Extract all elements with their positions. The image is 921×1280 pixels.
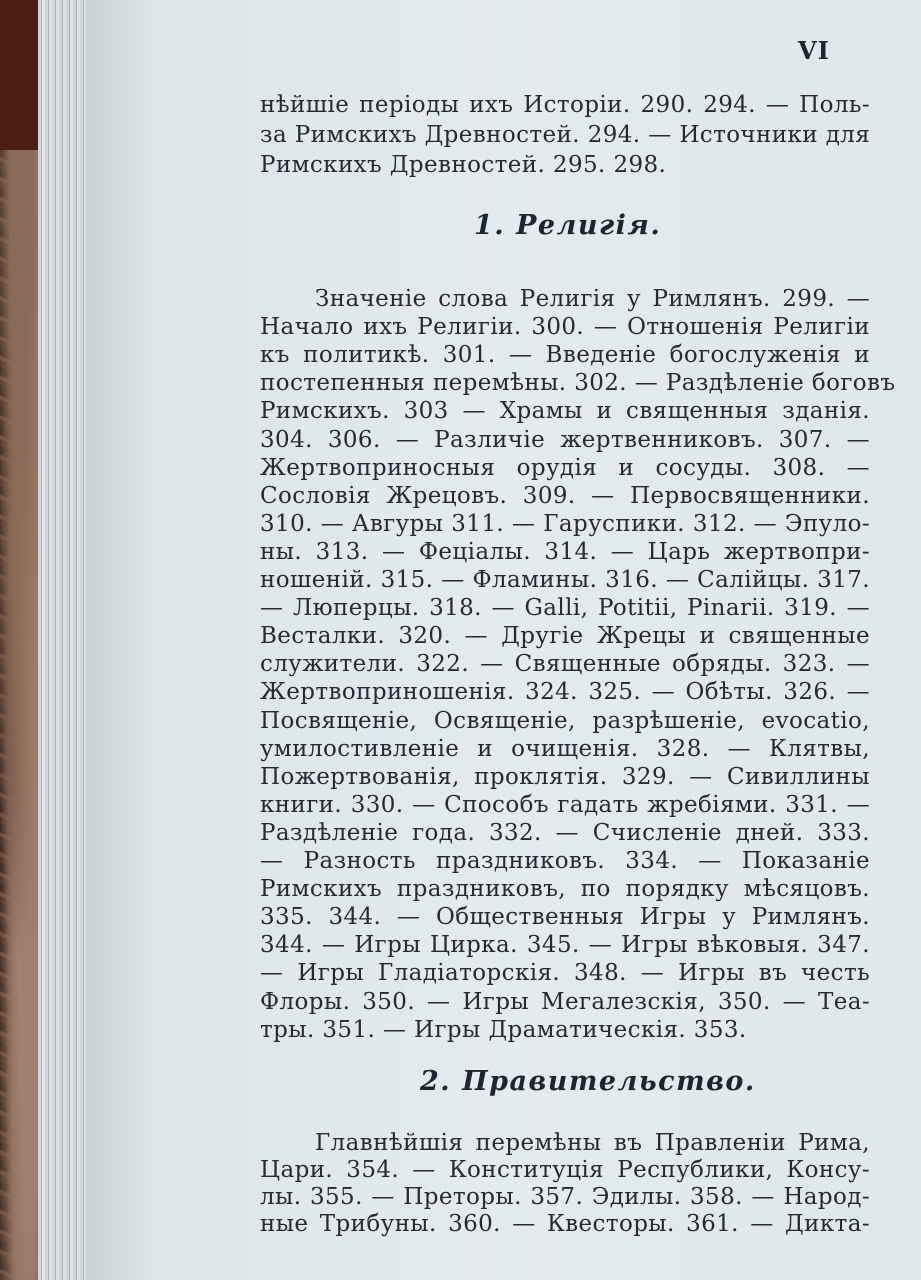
text-line: Весталки. 320. — Другіе Жрецы и священные <box>260 623 870 650</box>
text-line: къ политикѣ. 301. — Введеніе богослуженія и <box>260 342 870 369</box>
text-line: Главнѣйшія перемѣны въ Правленіи Рима, <box>315 1130 870 1156</box>
text-line: Жертвоприношенія. 324. 325. — Обѣты. 326. — <box>260 679 870 706</box>
text-line: 344. — Игры Цирка. 345. — Игры вѣковыя. 347. <box>260 932 870 959</box>
text-line: Жертвоприносныя орудія и сосуды. 308. — <box>260 454 870 481</box>
text-line: нѣйшіе періоды ихъ Исторіи. 290. 294. — Поль- <box>260 92 870 118</box>
section-heading-government: 2. Правительство. <box>420 1066 756 1097</box>
text-line: Флоры. 350. — Игры Мегалезскія, 350. — Теа- <box>260 988 870 1015</box>
page-number: VI <box>798 36 830 65</box>
text-line: 310. — Авгуры 311. — Гаруспики. 312. — Эпуло- <box>260 510 870 537</box>
text-line: Посвященіе, Освященіе, разрѣшеніе, evocatio, <box>260 707 870 734</box>
text-line: Раздѣленіе года. 332. — Счисленіе дней. 333. <box>260 819 870 846</box>
text-line: умилостивленіе и очищенія. 328. — Клятвы, <box>260 735 870 762</box>
text-line: 304. 306. — Различіе жертвенниковъ. 307. — <box>260 426 870 453</box>
text-line: Сословія Жрецовъ. 309. — Первосвященники. <box>260 482 870 509</box>
text-line: — Разность праздниковъ. 334. — Показаніе <box>260 848 870 874</box>
text-line: ные Трибуны. 360. — Квесторы. 361. — Дикта- <box>260 1211 870 1237</box>
text-line: книги. 330. — Способъ гадать жребіями. 331. — <box>260 791 870 818</box>
text-line: — Игры Гладіаторскія. 348. — Игры въ честь <box>260 960 870 987</box>
text-line: Начало ихъ Религіи. 300. — Отношенія Религіи <box>260 314 870 341</box>
text-line: — Люперцы. 318. — Galli, Potitii, Pinarii. 319. — <box>260 595 870 622</box>
text-line: ны. 313. — Феціалы. 314. — Царь жертвопри- <box>260 538 870 565</box>
text-line: Римскихъ. 303 — Храмы и священныя зданія. <box>260 398 870 425</box>
text-line: постепенныя перемѣны. 302. — Раздѣленіе боговъ <box>260 370 896 397</box>
text-line: Римскихъ Древностей. 295. 298. <box>260 152 667 178</box>
text-line: Значеніе слова Религія у Римлянъ. 299. — <box>315 286 870 312</box>
text-line: служители. 322. — Священные обряды. 323. — <box>260 651 870 678</box>
text-line: 335. 344. — Общественныя Игры у Римлянъ. <box>260 904 870 931</box>
text-line: тры. 351. — Игры Драматическія. 353. <box>260 1016 747 1043</box>
text-line: Цари. 354. — Конституція Республики, Консу- <box>260 1157 870 1183</box>
text-line: Римскихъ праздниковъ, по порядку мѣсяцовъ. <box>260 876 870 903</box>
text-line: Пожертвованія, проклятія. 329. — Сивиллины <box>260 763 870 790</box>
text-line: лы. 355. — Преторы. 357. Эдилы. 358. — Народ- <box>260 1184 870 1210</box>
text-line: за Римскихъ Древностей. 294. — Источники для <box>260 122 871 148</box>
section-heading-religion: 1. Религія. <box>474 210 662 241</box>
text-line: ношеній. 315. — Фламины. 316. — Салійцы. 317. <box>260 567 870 593</box>
